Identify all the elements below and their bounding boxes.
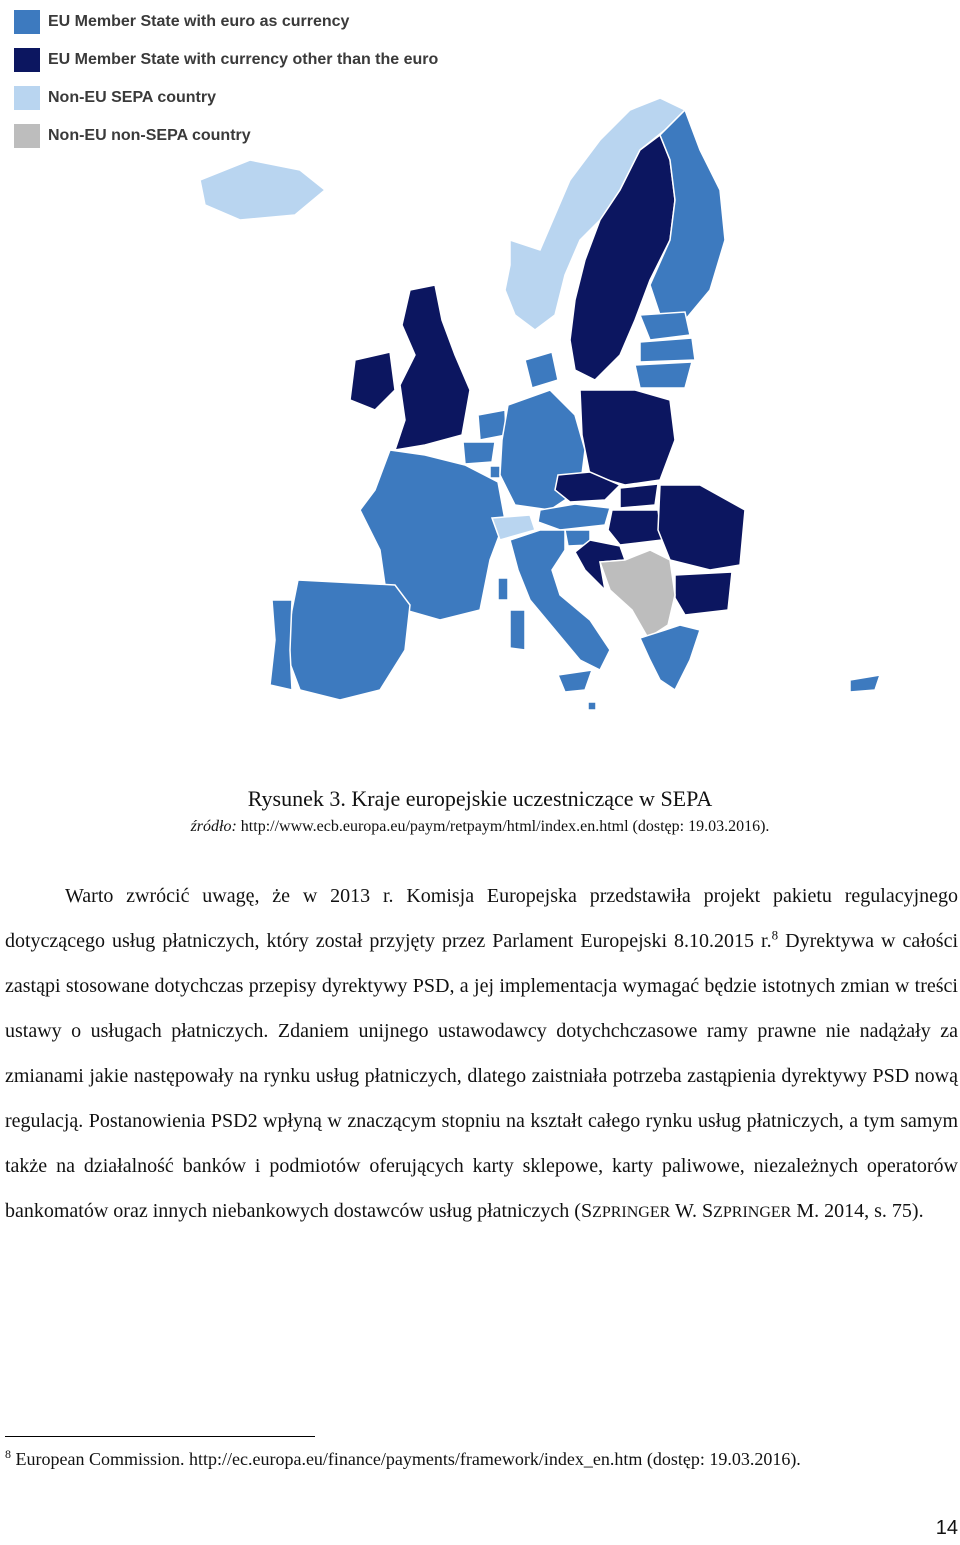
legend-swatch	[14, 86, 40, 110]
country-hungary	[608, 510, 662, 545]
country-corsica	[498, 578, 508, 600]
citation-author-1-smallcaps: ZPRINGER	[592, 1204, 671, 1221]
europe-sepa-map	[180, 90, 900, 730]
country-iceland	[200, 160, 325, 220]
country-sardinia	[510, 610, 525, 650]
legend-label: Non-EU non-SEPA country	[48, 127, 251, 144]
country-luxembourg	[490, 466, 500, 478]
footnote-reference: 8	[771, 927, 779, 943]
country-portugal	[270, 600, 292, 690]
legend-label: EU Member State with euro as currency	[48, 13, 350, 30]
country-bulgaria	[675, 572, 732, 615]
legend-swatch	[14, 124, 40, 148]
footnote-divider	[5, 1436, 315, 1437]
citation-middle: W.	[670, 1200, 702, 1222]
country-belgium	[463, 442, 495, 464]
footnote-number: 8	[5, 1447, 11, 1461]
country-malta	[588, 702, 596, 710]
country-latvia	[640, 338, 695, 362]
footnote-text: European Commission. http://ec.europa.eu/finance/payments/framework/index_en.htm (dostęp: 19.03.2016).	[11, 1449, 801, 1469]
legend-swatch	[14, 48, 40, 72]
body-paragraph	[5, 874, 958, 1235]
country-cyprus	[850, 675, 880, 692]
country-united-kingdom	[395, 285, 470, 450]
footnote	[5, 1446, 945, 1472]
figure-source-label: źródło:	[190, 818, 237, 835]
country-lithuania	[635, 362, 692, 388]
country-austria	[538, 504, 610, 530]
legend-item	[14, 41, 438, 79]
country-spain	[285, 580, 410, 700]
country-ireland	[350, 352, 395, 410]
citation-author-1: S	[580, 1200, 593, 1222]
page-number: 14	[935, 1517, 958, 1539]
figure-caption: Rysunek 3. Kraje europejskie uczestniczące w SEPA	[247, 786, 713, 811]
paragraph-part-1: Warto zwrócić uwagę, że w 2013 r. Komisja Europejska przedstawiła projekt pakietu regulacyjnego dotyczącego usług płatniczych, który został przyjęty przez Parlament Europejski 8.10.2015 r.	[5, 885, 958, 952]
country-western-balkans	[600, 550, 675, 638]
country-poland	[580, 390, 675, 485]
country-sicily	[558, 670, 592, 692]
country-greece	[640, 625, 700, 690]
citation-end: M. 2014, s. 75).	[791, 1200, 924, 1222]
paragraph-part-2: Dyrektywa w całości zastąpi stosowane dotychczas przepisy dyrektywy PSD, a jej implementacja wymagać będzie istotnych zmian w treści ustawy o usługach płatniczych. Zdaniem unijnego ustawodawcy dotychchczasowe ramy prawne nie nadążały za zmianami jakie następowały na rynku usług płatniczych, dlatego zaistniała potrzeba zastąpienia dyrektywy PSD nową regulacją. Postanowienia PSD2 wpłyną w znaczącym stopniu na kształt całego rynku usług płatniczych, a tym samym także na działalność banków i podmiotów oferujących karty sklepowe, karty paliwowe, niezależnych operatorów bankomatów oraz innych niebankowych dostawców usług płatniczych (	[5, 930, 959, 1222]
legend-item	[14, 3, 438, 41]
country-romania	[658, 485, 745, 570]
citation-author-2: S	[702, 1200, 714, 1222]
legend-swatch	[14, 10, 40, 34]
citation-author-2-smallcaps: ZPRINGER	[713, 1204, 792, 1221]
country-slovakia	[620, 484, 658, 508]
figure-source-url: http://www.ecb.europa.eu/paym/retpaym/html/index.en.html (dostęp: 19.03.2016).	[236, 818, 770, 835]
legend-label: Non-EU SEPA country	[48, 89, 217, 106]
country-estonia	[640, 312, 690, 340]
country-netherlands	[478, 410, 506, 440]
country-denmark	[525, 352, 558, 388]
legend-label: EU Member State with currency other than the euro	[48, 51, 439, 68]
figure-source	[0, 818, 960, 836]
